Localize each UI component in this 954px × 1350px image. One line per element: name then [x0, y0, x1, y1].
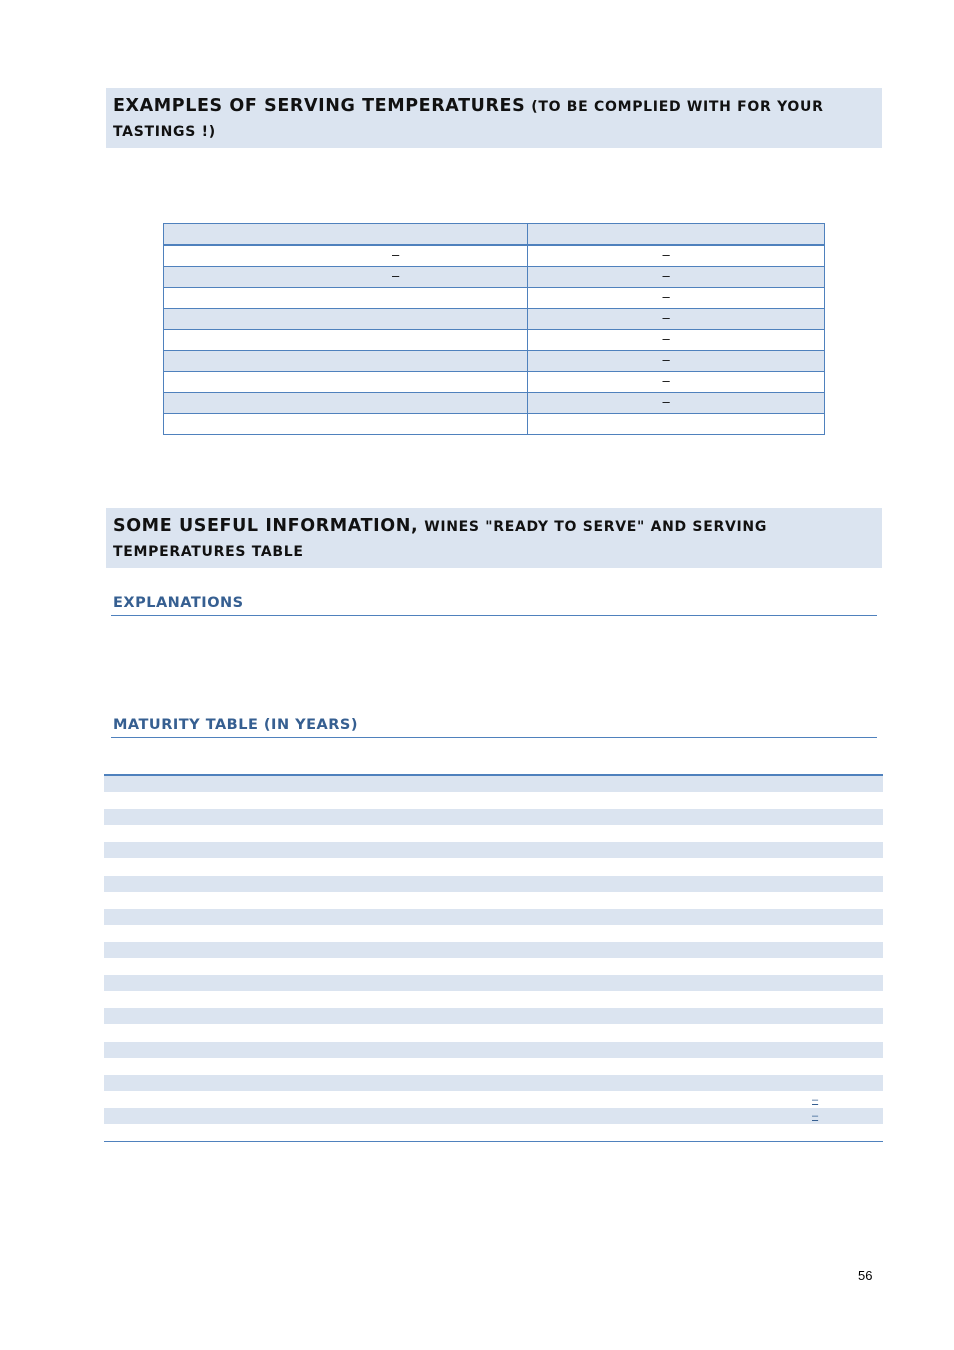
- temperature-cell: [528, 351, 825, 372]
- explanations-heading: EXPLANATIONS: [111, 593, 877, 616]
- temperature-cell: [528, 330, 825, 351]
- temperature-cell: [164, 224, 528, 246]
- temperature-cell: [528, 245, 825, 267]
- maturity-row: [104, 925, 883, 941]
- serving-temperatures-note: (TO BE COMPLIED WITH FOR YOUR: [531, 99, 824, 115]
- serving-temperatures-heading: [106, 88, 882, 148]
- temperature-cell: [164, 393, 528, 414]
- cell-text: –: [662, 331, 670, 346]
- temperature-cell: [528, 309, 825, 330]
- maturity-row: [104, 1091, 883, 1107]
- temperature-cell: [528, 393, 825, 414]
- serving-temperatures-table: [163, 223, 825, 435]
- cell-text: –: [392, 268, 400, 283]
- temperature-cell: [528, 288, 825, 309]
- maturity-row: [104, 776, 883, 792]
- maturity-table: [104, 774, 883, 1142]
- useful-information-title: SOME USEFUL INFORMATION,: [113, 516, 419, 536]
- maturity-row: [104, 992, 883, 1008]
- maturity-dash: –: [812, 1094, 819, 1106]
- temperature-row: [164, 309, 825, 330]
- temperature-cell: [528, 414, 825, 435]
- temperature-row: [164, 351, 825, 372]
- temperature-row: [164, 372, 825, 393]
- temperature-cell: [164, 309, 528, 330]
- cell-text: –: [662, 268, 670, 283]
- maturity-row: [104, 1008, 883, 1024]
- maturity-row: [104, 826, 883, 842]
- maturity-row: [104, 959, 883, 975]
- temperature-cell: [164, 414, 528, 435]
- maturity-row: [104, 909, 883, 925]
- maturity-row: [104, 942, 883, 958]
- temperature-row: [164, 267, 825, 288]
- maturity-row: [104, 892, 883, 908]
- useful-information-note-cont: TEMPERATURES TABLE: [113, 544, 304, 560]
- cell-text: –: [662, 352, 670, 367]
- useful-information-heading: [106, 508, 882, 568]
- maturity-row: [104, 859, 883, 875]
- cell-text: –: [662, 310, 670, 325]
- temperature-cell: [164, 372, 528, 393]
- serving-temperatures-title: EXAMPLES OF SERVING TEMPERATURES: [113, 96, 526, 116]
- maturity-row: [104, 793, 883, 809]
- temperature-row: [164, 288, 825, 309]
- cell-text: –: [662, 247, 670, 262]
- maturity-row: [104, 975, 883, 991]
- temperature-cell: [164, 245, 528, 267]
- cell-text: –: [662, 289, 670, 304]
- temperature-cell: [164, 351, 528, 372]
- temperature-cell: [164, 267, 528, 288]
- temperature-cell: [528, 267, 825, 288]
- page-number: 56: [858, 1268, 873, 1283]
- temperature-cell: [528, 224, 825, 246]
- temperature-row: [164, 393, 825, 414]
- cell-text: –: [662, 394, 670, 409]
- temperature-row: [164, 245, 825, 267]
- maturity-dash: –: [812, 1110, 819, 1122]
- temperature-cell: [528, 372, 825, 393]
- useful-information-note: WINES "READY TO SERVE" AND SERVING: [424, 519, 768, 535]
- temperature-row: [164, 414, 825, 435]
- maturity-row: [104, 809, 883, 825]
- temperature-row: [164, 330, 825, 351]
- maturity-row: [104, 842, 883, 858]
- maturity-row: [104, 1025, 883, 1041]
- temperature-row: [164, 224, 825, 246]
- temperature-cell: [164, 330, 528, 351]
- cell-text: –: [392, 247, 400, 262]
- maturity-table-heading: MATURITY TABLE (IN YEARS): [111, 715, 877, 738]
- maturity-row: [104, 1075, 883, 1091]
- maturity-row: [104, 876, 883, 892]
- maturity-row: [104, 1125, 883, 1141]
- serving-temperatures-note-cont: TASTINGS !): [113, 124, 216, 140]
- maturity-row: [104, 1042, 883, 1058]
- temperature-cell: [164, 288, 528, 309]
- cell-text: –: [662, 373, 670, 388]
- maturity-row: [104, 1058, 883, 1074]
- maturity-row: [104, 1108, 883, 1124]
